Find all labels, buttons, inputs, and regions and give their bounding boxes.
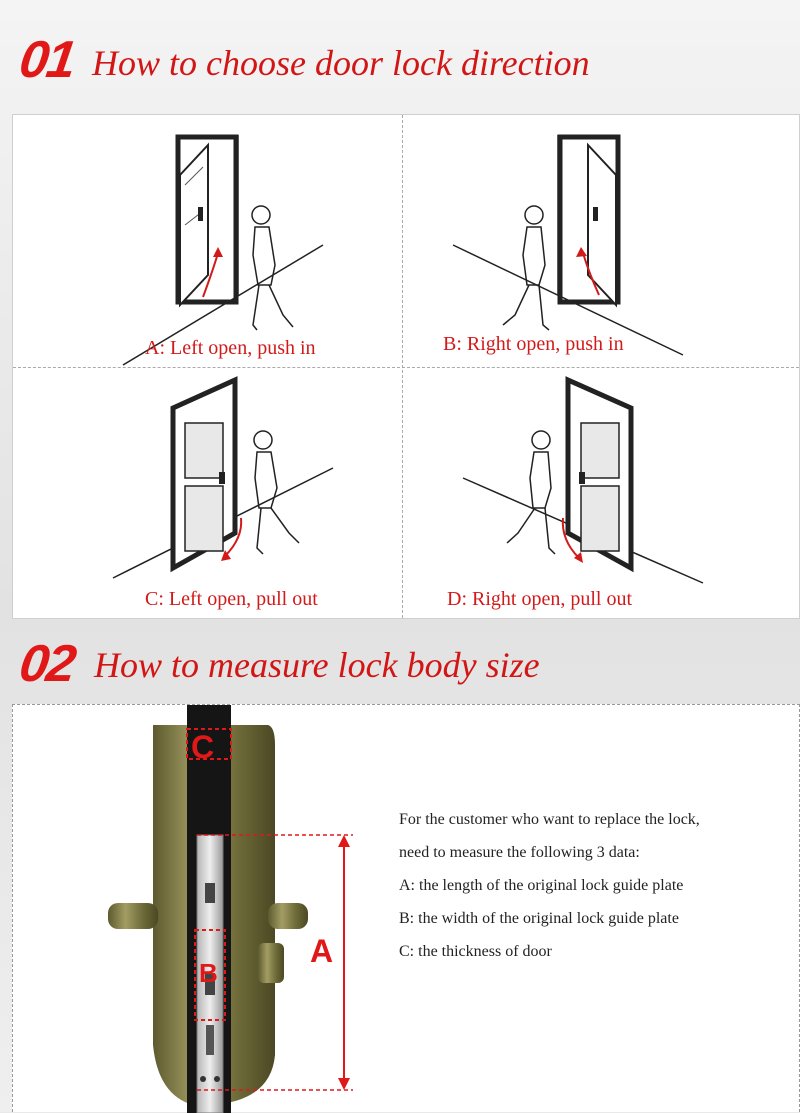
- cell-right-push-in: [403, 115, 792, 367]
- lock-measure-panel: [12, 704, 800, 1112]
- section-01-header: [0, 20, 800, 110]
- caption-a: A: Left open, push in: [145, 337, 316, 359]
- left-pull-out-illustration: [13, 368, 402, 620]
- caption-b: B: Right open, push in: [443, 333, 624, 355]
- section-title: How to choose door lock direction: [92, 43, 590, 83]
- right-pull-out-illustration: [403, 368, 792, 620]
- instruction-line: A: the length of the original lock guide plate: [399, 877, 684, 894]
- instruction-line: C: the thickness of door: [399, 943, 552, 960]
- caption-d: D: Right open, pull out: [447, 588, 632, 610]
- lock-body-photo: [13, 705, 393, 1113]
- instruction-line: For the customer who want to replace the lock,: [399, 811, 700, 828]
- label-c: C: [191, 729, 215, 765]
- measure-instructions: [399, 809, 700, 974]
- label-a: A: [310, 933, 334, 969]
- instruction-line: need to measure the following 3 data:: [399, 844, 640, 861]
- section-number: 02: [15, 635, 78, 693]
- instruction-line: B: the width of the original lock guide plate: [399, 910, 679, 927]
- label-b: B: [199, 958, 218, 988]
- right-push-in-illustration: [403, 115, 792, 367]
- section-02-header: [0, 622, 800, 712]
- cell-left-push-in: [13, 115, 402, 367]
- caption-c: C: Left open, pull out: [145, 588, 318, 610]
- cell-left-pull-out: [13, 368, 402, 620]
- section-number: 01: [15, 31, 78, 89]
- section-title: How to measure lock body size: [94, 645, 540, 685]
- cell-right-pull-out: [403, 368, 792, 620]
- left-push-in-illustration: [13, 115, 402, 367]
- door-direction-panel: [12, 114, 800, 619]
